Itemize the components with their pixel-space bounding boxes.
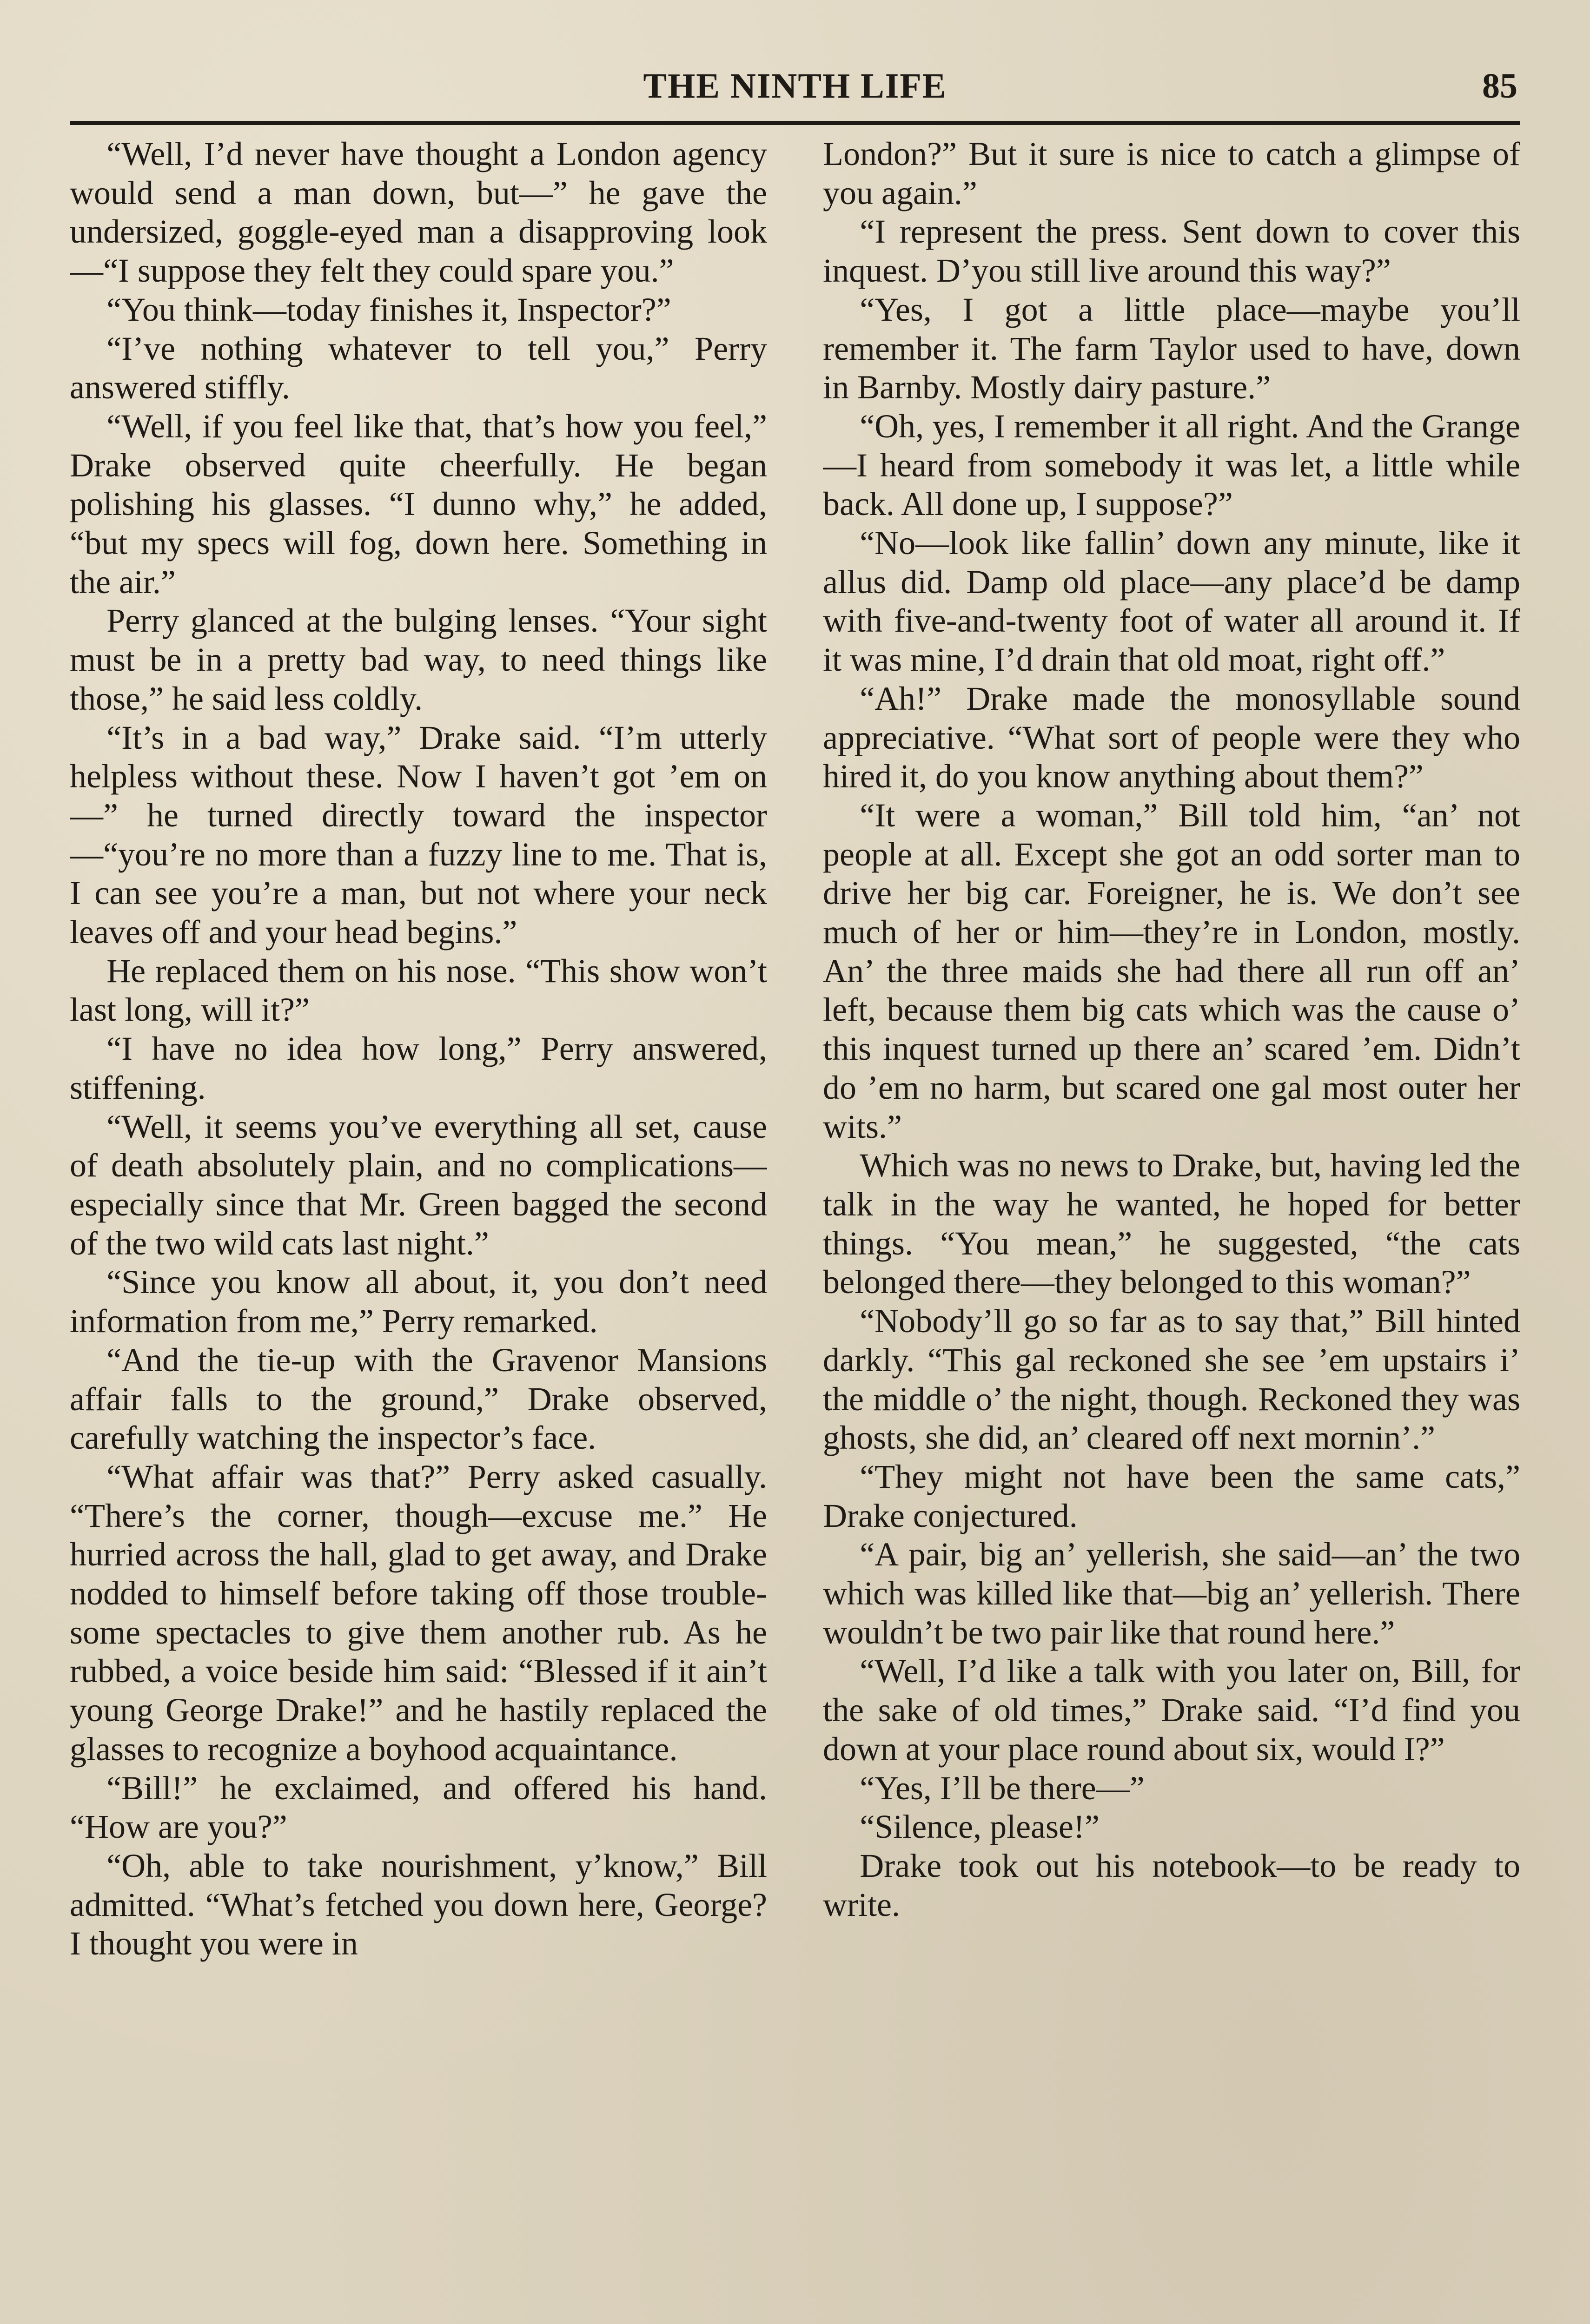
running-title: THE NINTH LIFE: [643, 66, 947, 106]
paragraph: “Bill!” he exclaimed, and offered his hand. “How are you?”: [70, 1769, 767, 1846]
paragraph: London?” But it sure is nice to catch a glimpse of you again.”: [823, 135, 1520, 211]
paragraph: “Silence, please!”: [860, 1808, 1100, 1846]
paragraph: “And the tie-up with the Gravenor Mansions affair falls to the ground,” Drake observed, carefully watching the inspector’s face.: [70, 1341, 767, 1457]
paragraph: “Well, I’d never have thought a London agency would send a man down, but—” he gave the undersized, goggle-eyed man a disapproving look—“I suppose they felt they could spare you.”: [70, 135, 767, 290]
paragraph: “Ah!” Drake made the monosyllable sound appreciative. “What sort of people were they who hired it, do you know anything about them?”: [823, 680, 1520, 795]
paragraph: Perry glanced at the bulging lenses. “Your sight must be in a pretty bad way, to need things like those,” he said less coldly.: [70, 602, 767, 717]
paragraph: “I have no idea how long,” Perry answered, stiffening.: [70, 1030, 767, 1106]
page-number: 85: [1482, 66, 1517, 106]
paragraph: “Well, it seems you’ve everything all set, cause of death absolutely plain, and no complications—especially since that Mr. Green bagged the second of the two wild cats last night.”: [70, 1108, 767, 1262]
paragraph: “Oh, yes, I remember it all right. And the Grange—I heard from somebody it was let, a little while back. All done up, I suppose?”: [823, 407, 1520, 523]
paragraph: “Oh, able to take nourishment, y’know,” Bill admitted. “What’s fetched you down here, George? I thought you were in: [70, 1847, 767, 1962]
paragraph: “It were a woman,” Bill told him, “an’ not people at all. Except she got an odd sorter man to drive her big car. Foreigner, he is. We don’t see much of her or him—they’re in London, mostly. An’ the three maids she had there all run off an’ left, because them big cats which was the cause o’ this inquest turned up there an’ scared ’em. Didn’t do ’em no harm, but scared one gal most outer her wits.”: [823, 796, 1520, 1145]
paragraph: “Yes, I’ll be there—”: [860, 1769, 1145, 1807]
right-column: [823, 135, 1520, 2319]
left-column: [70, 135, 767, 2319]
paragraph: Which was no news to Drake, but, having led the talk in the way he wanted, he hoped for better things. “You mean,” he suggested, “the cats belonged there—they belonged to this woman?”: [823, 1147, 1520, 1301]
paragraph: “What affair was that?” Perry asked casually. “There’s the corner, though—excuse me.” He hurried across the hall, glad to get away, and Drake nodded to himself before taking off those troublesome spectacles to give them another rub. As he rubbed, a voice beside him said: “Blessed if it ain’t young George Drake!” and he hastily replaced the glasses to recognize a boyhood acquaintance.: [70, 1458, 767, 1768]
paragraph: Drake took out his notebook—to be ready to write.: [823, 1847, 1520, 1923]
page-header: [70, 56, 1520, 125]
paragraph: “I represent the press. Sent down to cover this inquest. D’you still live around this way?”: [823, 213, 1520, 290]
paragraph: “It’s in a bad way,” Drake said. “I’m utterly helpless without these. Now I haven’t got ’em on—” he turned directly toward the inspector—“you’re no more than a fuzzy line to me. That is, I can see you’re a man, but not where your neck leaves off and your head begins.”: [70, 719, 767, 951]
paragraph: “Since you know all about, it, you don’t need information from me,” Perry remarked.: [70, 1263, 767, 1340]
text-columns: [70, 135, 1520, 2319]
paragraph: “No—look like fallin’ down any minute, like it allus did. Damp old place—any place’d be damp with five-and-twenty foot of water all around it. If it was mine, I’d drain that old moat, right off.”: [823, 524, 1520, 679]
paragraph: He replaced them on his nose. “This show won’t last long, will it?”: [70, 952, 767, 1029]
paragraph: “Yes, I got a little place—maybe you’ll remember it. The farm Taylor used to have, down in Barnby. Mostly dairy pasture.”: [823, 290, 1520, 406]
paragraph: “A pair, big an’ yellerish, she said—an’ the two which was killed like that—big an’ yellerish. There wouldn’t be two pair like that round here.”: [823, 1536, 1520, 1651]
paragraph: “I’ve nothing whatever to tell you,” Perry answered stiffly.: [70, 330, 767, 406]
paragraph: “Well, if you feel like that, that’s how you feel,” Drake observed quite cheerfully. He began polishing his glasses. “I dunno why,” he added, “but my specs will fog, down here. Something in the air.”: [70, 407, 767, 601]
paragraph: “Well, I’d like a talk with you later on, Bill, for the sake of old times,” Drake said. “I’d find you down at your place round about six, would I?”: [823, 1652, 1520, 1768]
paragraph: “Nobody’ll go so far as to say that,” Bill hinted darkly. “This gal reckoned she see ’em upstairs i’ the middle o’ the night, though. Reckoned they was ghosts, she did, an’ cleared off next mornin’.”: [823, 1302, 1520, 1457]
paragraph: “You think—today finishes it, Inspector?”: [106, 290, 671, 328]
paragraph: “They might not have been the same cats,” Drake conjectured.: [823, 1458, 1520, 1534]
